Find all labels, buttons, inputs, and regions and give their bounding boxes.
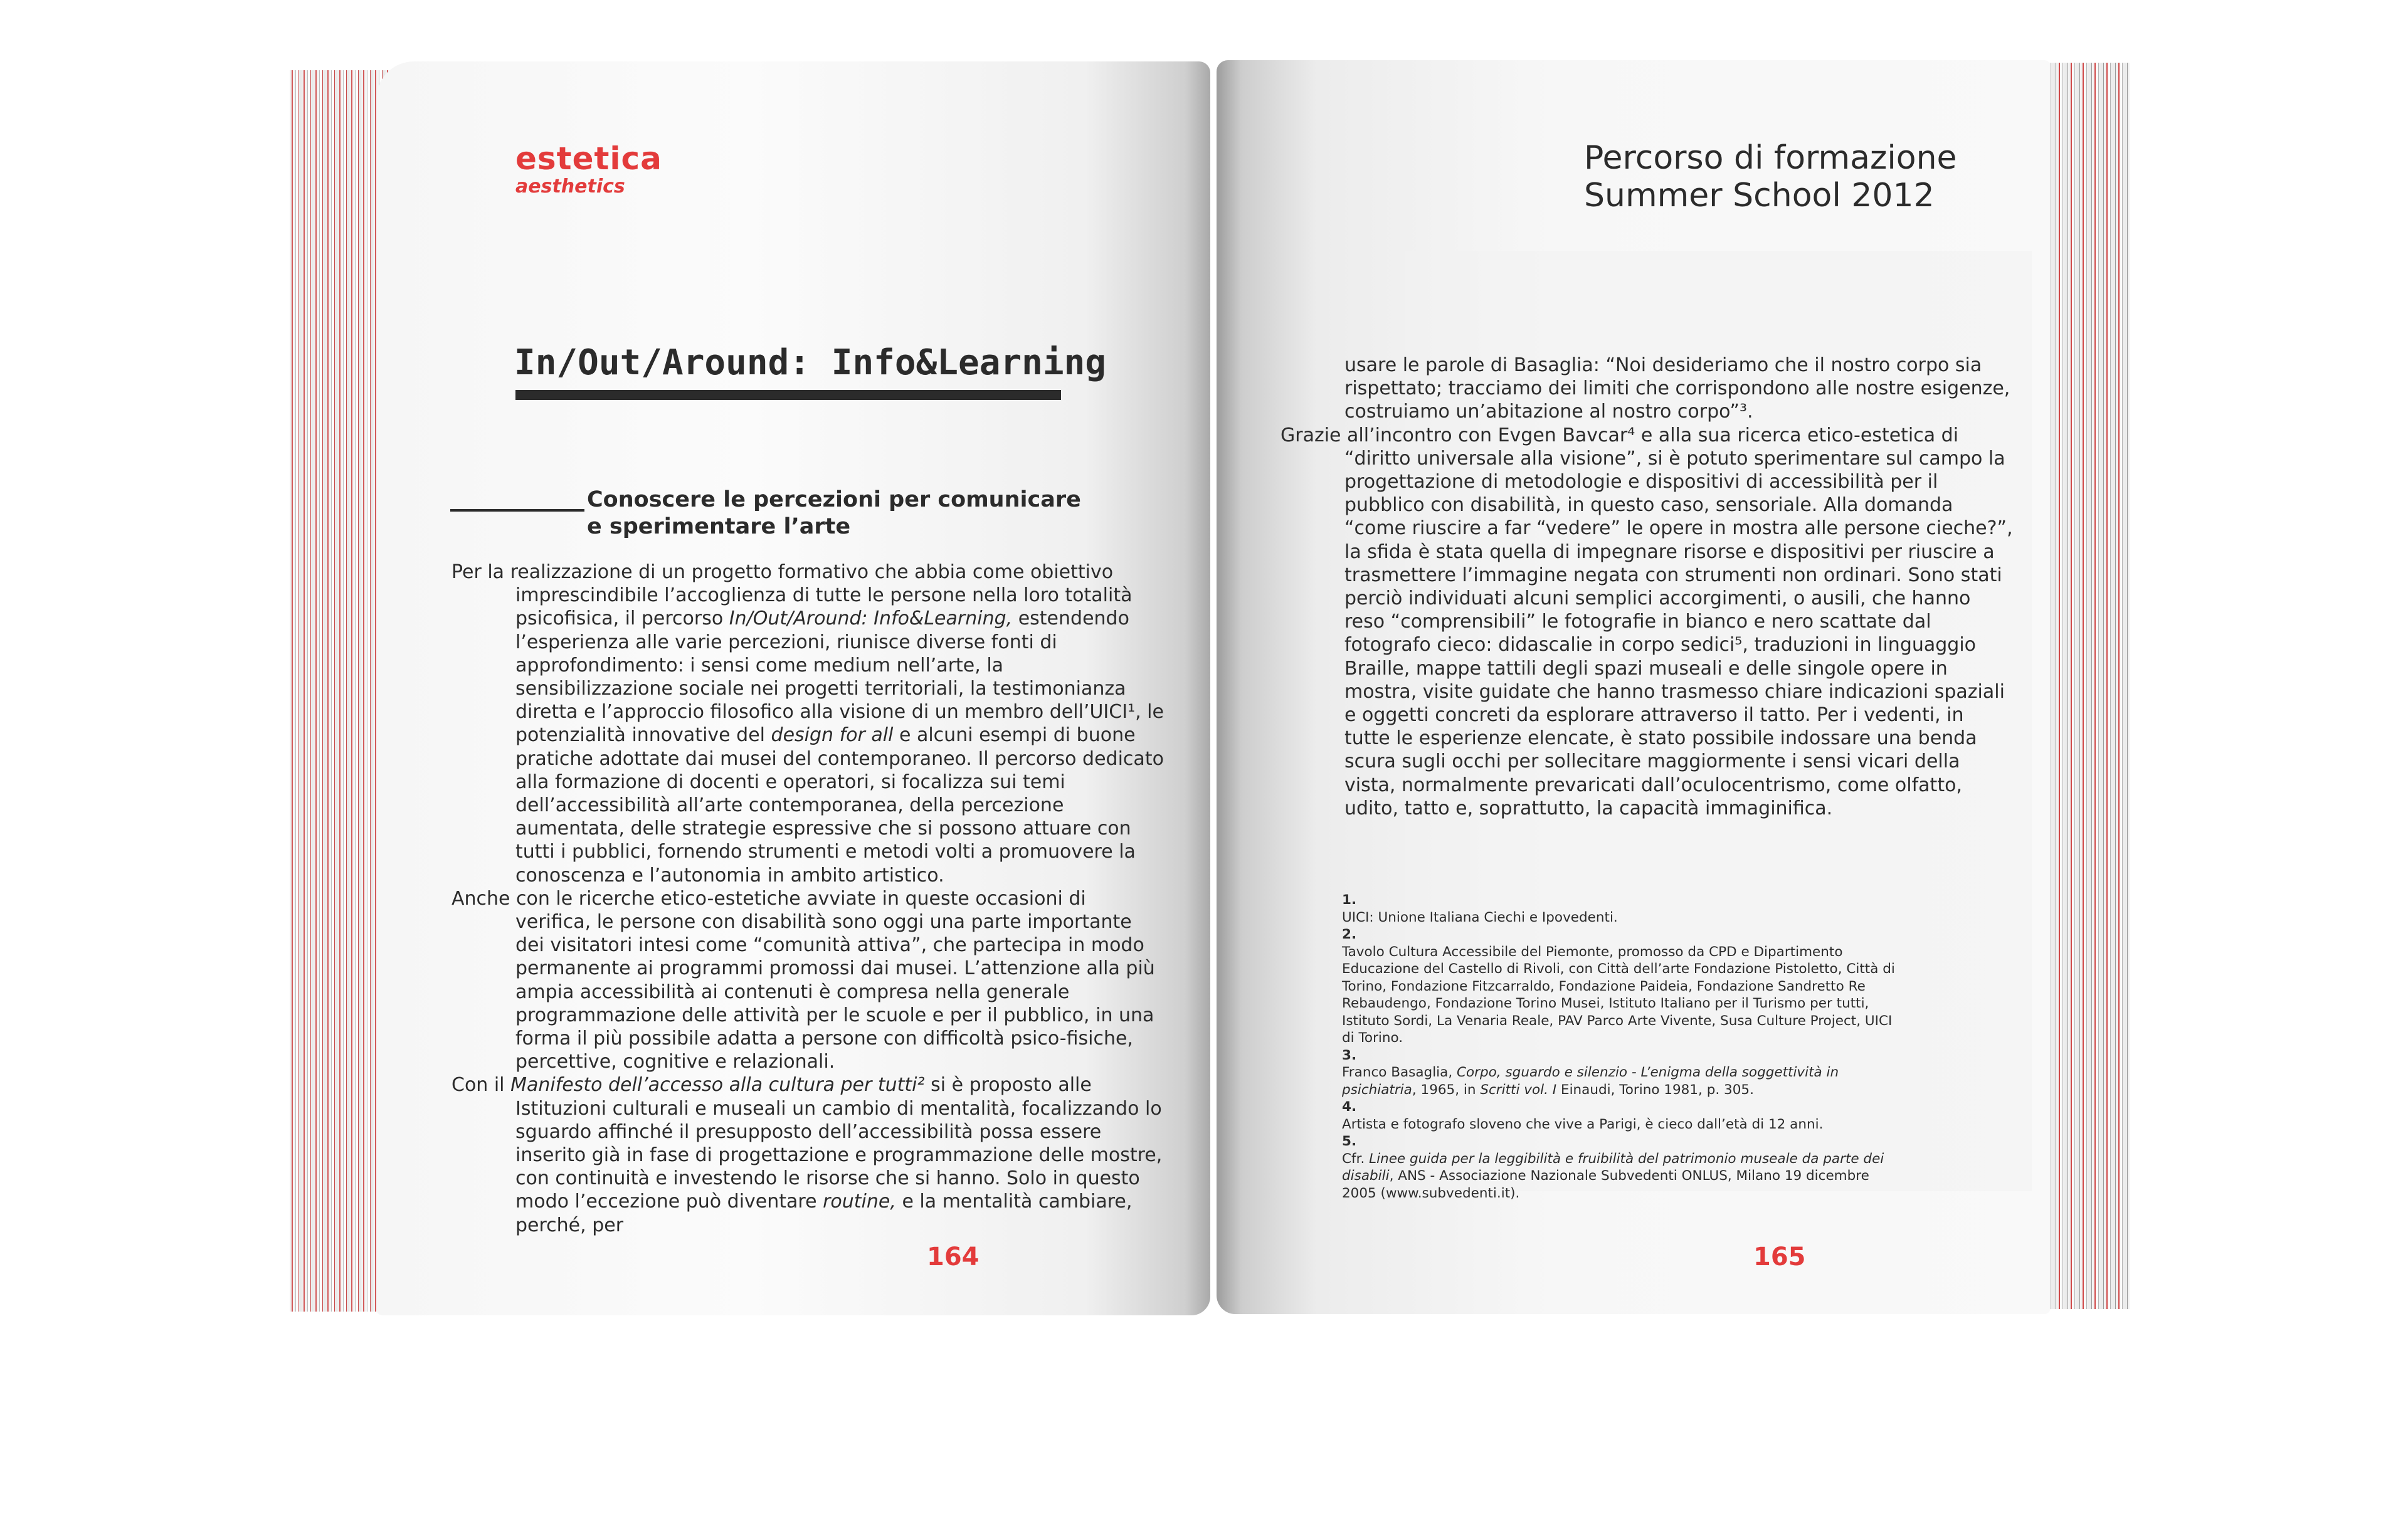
paragraph: Con il Manifesto dell’accesso alla cultura per tutti² si è proposto alle Istituzioni culturali e museali un cambio di mentalità, focalizzando lo sguardo affinché il presupposto dell’accessibilità possa essere inserito già in fase di progettazione e programmazione delle mostre, con continuità e investendo le risorse che si hanno. Solo in questo modo l’eccezione può diventare routine, e la mentalità cambiare, perché, per bbox=[452, 1074, 1163, 1236]
footnote: 1. UICI: Unione Italiana Ciechi e Ipovedenti. bbox=[1342, 892, 1618, 925]
page-number-left: 164 bbox=[927, 1243, 980, 1271]
paragraph: Anche con le ricerche etico-estetiche avviate in queste occasioni di verifica, le persone con disabilità sono oggi una parte importante dei visitatori intesi come “comunità attiva”, che partecipa in modo permanente ai programmi promossi dai musei. L’attenzione alla più ampia accessibilità ai contenuti è compresa nella generale programmazione delle attività per le scuole e per il pubblico, in una forma il più possibile adatta a persone con difficoltà psico-fisiche, percettive, cognitive e relazionali. bbox=[452, 887, 1155, 1073]
footnote: 3. Franco Basaglia, Corpo, sguardo e silenzio - L’enigma della soggettività in psichiatria, 1965, in Scritti vol. I Einaudi, Torino 1981, p. 305. bbox=[1342, 1047, 1839, 1098]
page-number-right: 165 bbox=[1753, 1243, 1806, 1271]
page-title bbox=[1584, 139, 1957, 214]
title-line: Summer School 2012 bbox=[1584, 177, 1935, 214]
right-body-text bbox=[1281, 354, 2014, 820]
heading-underline bbox=[515, 390, 1061, 400]
footnote: 4. Artista e fotografo sloveno che vive a Parigi, è cieco dall’età di 12 anni. bbox=[1342, 1099, 1824, 1132]
footnote: 5. Cfr. Linee guida per la leggibilità e fruibilità del patrimonio museale da parte dei disabili, ANS - Associazione Nazionale Subvedenti ONLUS, Milano 19 dicembre 2005 (www.subvedenti.it). bbox=[1342, 1134, 1884, 1201]
article-heading: In/Out/Around: Info&Learning bbox=[514, 342, 1107, 383]
paragraph: Per la realizzazione di un progetto formativo che abbia come obiettivo imprescindibile l’accoglienza di tutte le persone nella loro totalità psicofisica, il percorso In/Out/Around: Info&Learning, estendendo l’esperienza alle varie percezioni, riunisce diverse fonti di approfondimento: i sensi come medium nell’arte, la sensibilizzazione sociale nei progetti territoriali, la testimonianza diretta e l’approccio filosofico alla visione di un membro dell’UICI¹, le potenzialità innovative del design for all e alcuni esempi di buone pratiche adottate dai musei del contemporaneo. Il percorso dedicato alla formazione di docenti e operatori, si focalizza sui temi dell’accessibilità all’arte contemporanea, della percezione aumentata, delle strategie espressive che si possono attuare con tutti i pubblici, fornendo strumenti e metodi volti a promuovere la conoscenza e l’autonomia in ambito artistico. bbox=[452, 561, 1164, 887]
paragraph: Grazie all’incontro con Evgen Bavcar⁴ e alla sua ricerca etico-estetica di “diritto universale alla visione”, si è potuto sperimentare sul campo la progettazione di metodologie e dispositivi di accessibilità per il pubblico con disabilità, in questo caso, sensoriale. Alla domanda “come riuscire a far “vedere” le opere in mostra alle persone cieche?”, la sfida è stata quella di impegnare risorse e dispositivi per riuscire a trasmettere l’immagine negata con strumenti non ordinari. Sono stati perciò individuati alcuni semplici accorgimenti, o ausili, che hanno reso “comprensibili” le fotografie in bianco e nero scattate dal fotografo cieco: didascalie in corpo sedici⁵, traduzioni in linguaggio Braille, mappe tattili degli spazi museali e delle singole opere in mostra, visite guidate che hanno trasmesso chiare indicazioni spaziali e oggetti concreti da esplorare attraverso il tatto. Per i vedenti, in tutte le esperienze elencate, è stato possibile indossare una benda scura sugli occhi per sollecitare maggiormente i sensi vicari della vista, normalmente prevaricati dall’oculocentrismo, come olfatto, udito, tatto e, soprattutto, la capacità immaginifica. bbox=[1281, 424, 2013, 819]
subheading-rule bbox=[450, 509, 584, 512]
right-page-edges bbox=[2042, 63, 2130, 1309]
subheading: Conoscere le percezioni per comunicare e sperimentare l’arte bbox=[587, 487, 1081, 539]
section-subtitle: aesthetics bbox=[515, 176, 625, 197]
left-body-text bbox=[452, 560, 1166, 1237]
footnotes bbox=[1342, 892, 1906, 1202]
paragraph: usare le parole di Basaglia: “Noi desideriamo che il nostro corpo sia rispettato; tracciamo dei limiti che corrispondono alle nostre esigenze, costruiamo un’abitazione al nostro corpo”³. bbox=[1344, 354, 2010, 423]
title-line: Percorso di formazione bbox=[1584, 139, 1957, 177]
section-title: estetica bbox=[515, 140, 662, 177]
footnote: 2. Tavolo Cultura Accessibile del Piemonte, promosso da CPD e Dipartimento Educazione del Castello di Rivoli, con Città dell’arte Fondazione Pistoletto, Città di Torino, Fondazione Fitzcarraldo, Fondazione Paideia, Fondazione Sandretto Re Rebaudengo, Fondazione Torino Musei, Istituto Italiano per il Turismo per tutti, Istituto Sordi, La Venaria Reale, PAV Parco Arte Vivente, Susa Culture Project, UICI di Torino. bbox=[1342, 927, 1895, 1046]
